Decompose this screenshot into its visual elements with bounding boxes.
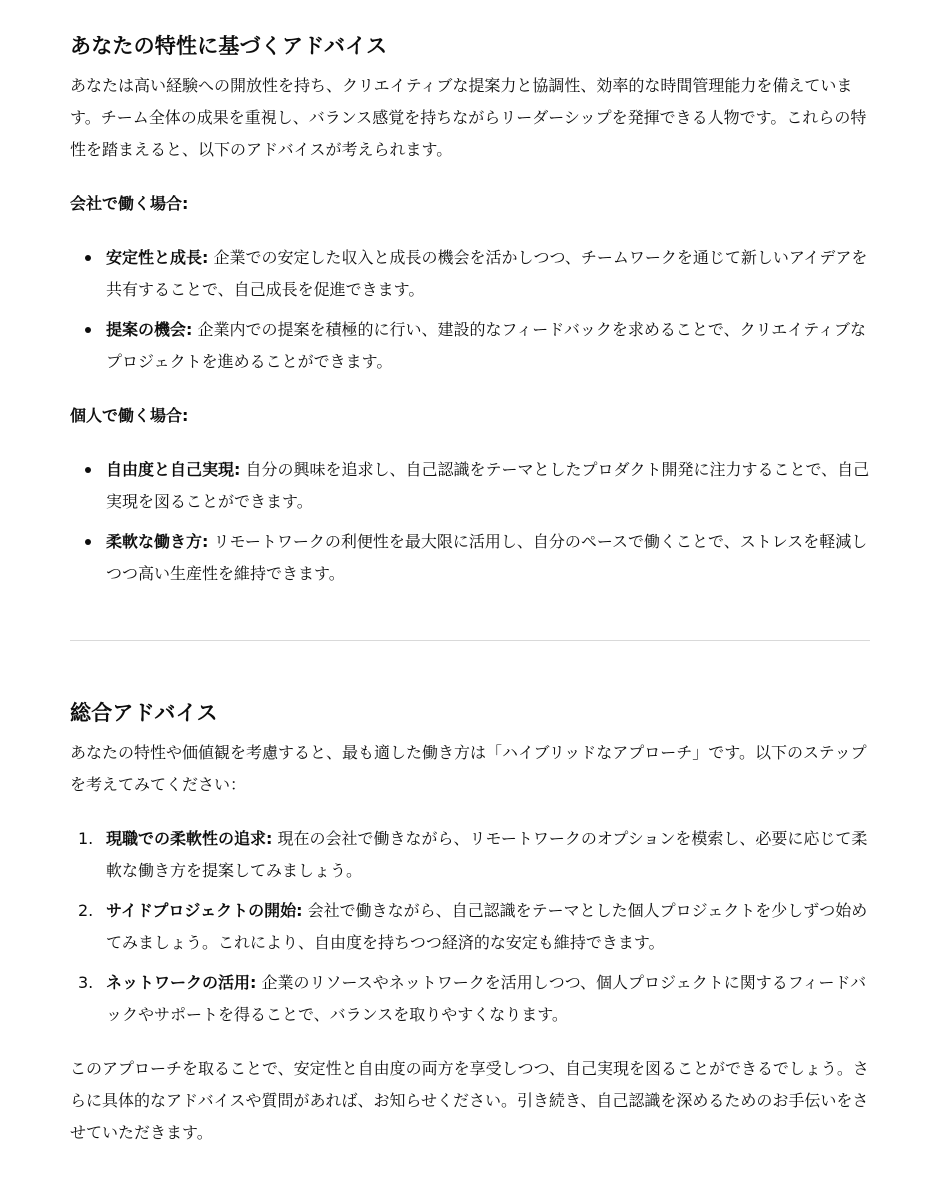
list-item <box>70 895 870 959</box>
bullet-icon <box>85 255 91 261</box>
list-item <box>70 526 870 590</box>
item-lead: 現職での柔軟性の追求: <box>106 829 273 848</box>
closing-paragraph: このアプローチを取ることで、安定性と自由度の両方を享受しつつ、自己実現を図ることができるでしょう。さらに具体的なアドバイスや質問があれば、お知らせください。引き続き、自己認識を深めるためのお手伝いをさせていただきます。 <box>70 1059 869 1142</box>
individual-heading: 個人で働く場合: <box>70 406 189 425</box>
item-text: 企業のリソースやネットワークを活用しつつ、個人プロジェクトに関するフィードバックやサポートを得ることで、バランスを取りやすくなります。 <box>106 973 867 1024</box>
step-number: 2. <box>78 901 94 920</box>
item-lead: 提案の機会: <box>106 320 193 339</box>
bullet-icon <box>85 467 91 473</box>
section-title: あなたの特性に基づくアドバイス <box>70 34 388 58</box>
step-number: 1. <box>78 829 94 848</box>
individual-list <box>70 454 870 590</box>
bullet-icon <box>85 539 91 545</box>
company-list <box>70 242 870 378</box>
list-item <box>70 454 870 518</box>
section-title: 総合アドバイス <box>70 701 218 725</box>
list-item <box>70 314 870 378</box>
section-divider <box>70 640 870 641</box>
item-text: 企業での安定した収入と成長の機会を活かしつつ、チームワークを通じて新しいアイデアを共有することで、自己成長を促進できます。 <box>106 248 868 299</box>
steps-list <box>70 823 870 1031</box>
bullet-icon <box>85 327 91 333</box>
item-text: 会社で働きながら、自己認識をテーマとした個人プロジェクトを少しずつ始めてみましょう。これにより、自由度を持ちつつ経済的な安定も維持できます。 <box>106 901 868 952</box>
list-item <box>70 823 870 887</box>
item-text: 現在の会社で働きながら、リモートワークのオプションを模索し、必要に応じて柔軟な働き方を提案してみましょう。 <box>106 829 868 880</box>
list-item <box>70 242 870 306</box>
company-heading: 会社で働く場合: <box>70 194 189 213</box>
item-lead: 柔軟な働き方: <box>106 532 209 551</box>
item-text: 企業内での提案を積極的に行い、建設的なフィードバックを求めることで、クリエイティブなプロジェクトを進めることができます。 <box>106 320 866 371</box>
item-text: リモートワークの利便性を最大限に活用し、自分のペースで働くことで、ストレスを軽減しつつ高い生産性を維持できます。 <box>106 532 868 583</box>
item-lead: 安定性と成長: <box>106 248 209 267</box>
summary-intro-paragraph: あなたの特性や価値観を考慮すると、最も適した働き方は「ハイブリッドなアプローチ」です。以下のステップを考えてみてください： <box>70 743 867 794</box>
list-item <box>70 967 870 1031</box>
document-content <box>70 28 870 1149</box>
item-lead: ネットワークの活用: <box>106 973 257 992</box>
step-number: 3. <box>78 973 94 992</box>
item-text: 自分の興味を追求し、自己認識をテーマとしたプロダクト開発に注力することで、自己実現を図ることができます。 <box>106 460 870 511</box>
intro-paragraph: あなたは高い経験への開放性を持ち、クリエイティブな提案力と協調性、効率的な時間管理能力を備えています。チーム全体の成果を重視し、バランス感覚を持ちながらリーダーシップを発揮できる人物です。これらの特性を踏まえると、以下のアドバイスが考えられます。 <box>70 76 867 159</box>
item-lead: 自由度と自己実現: <box>106 460 241 479</box>
item-lead: サイドプロジェクトの開始: <box>106 901 303 920</box>
